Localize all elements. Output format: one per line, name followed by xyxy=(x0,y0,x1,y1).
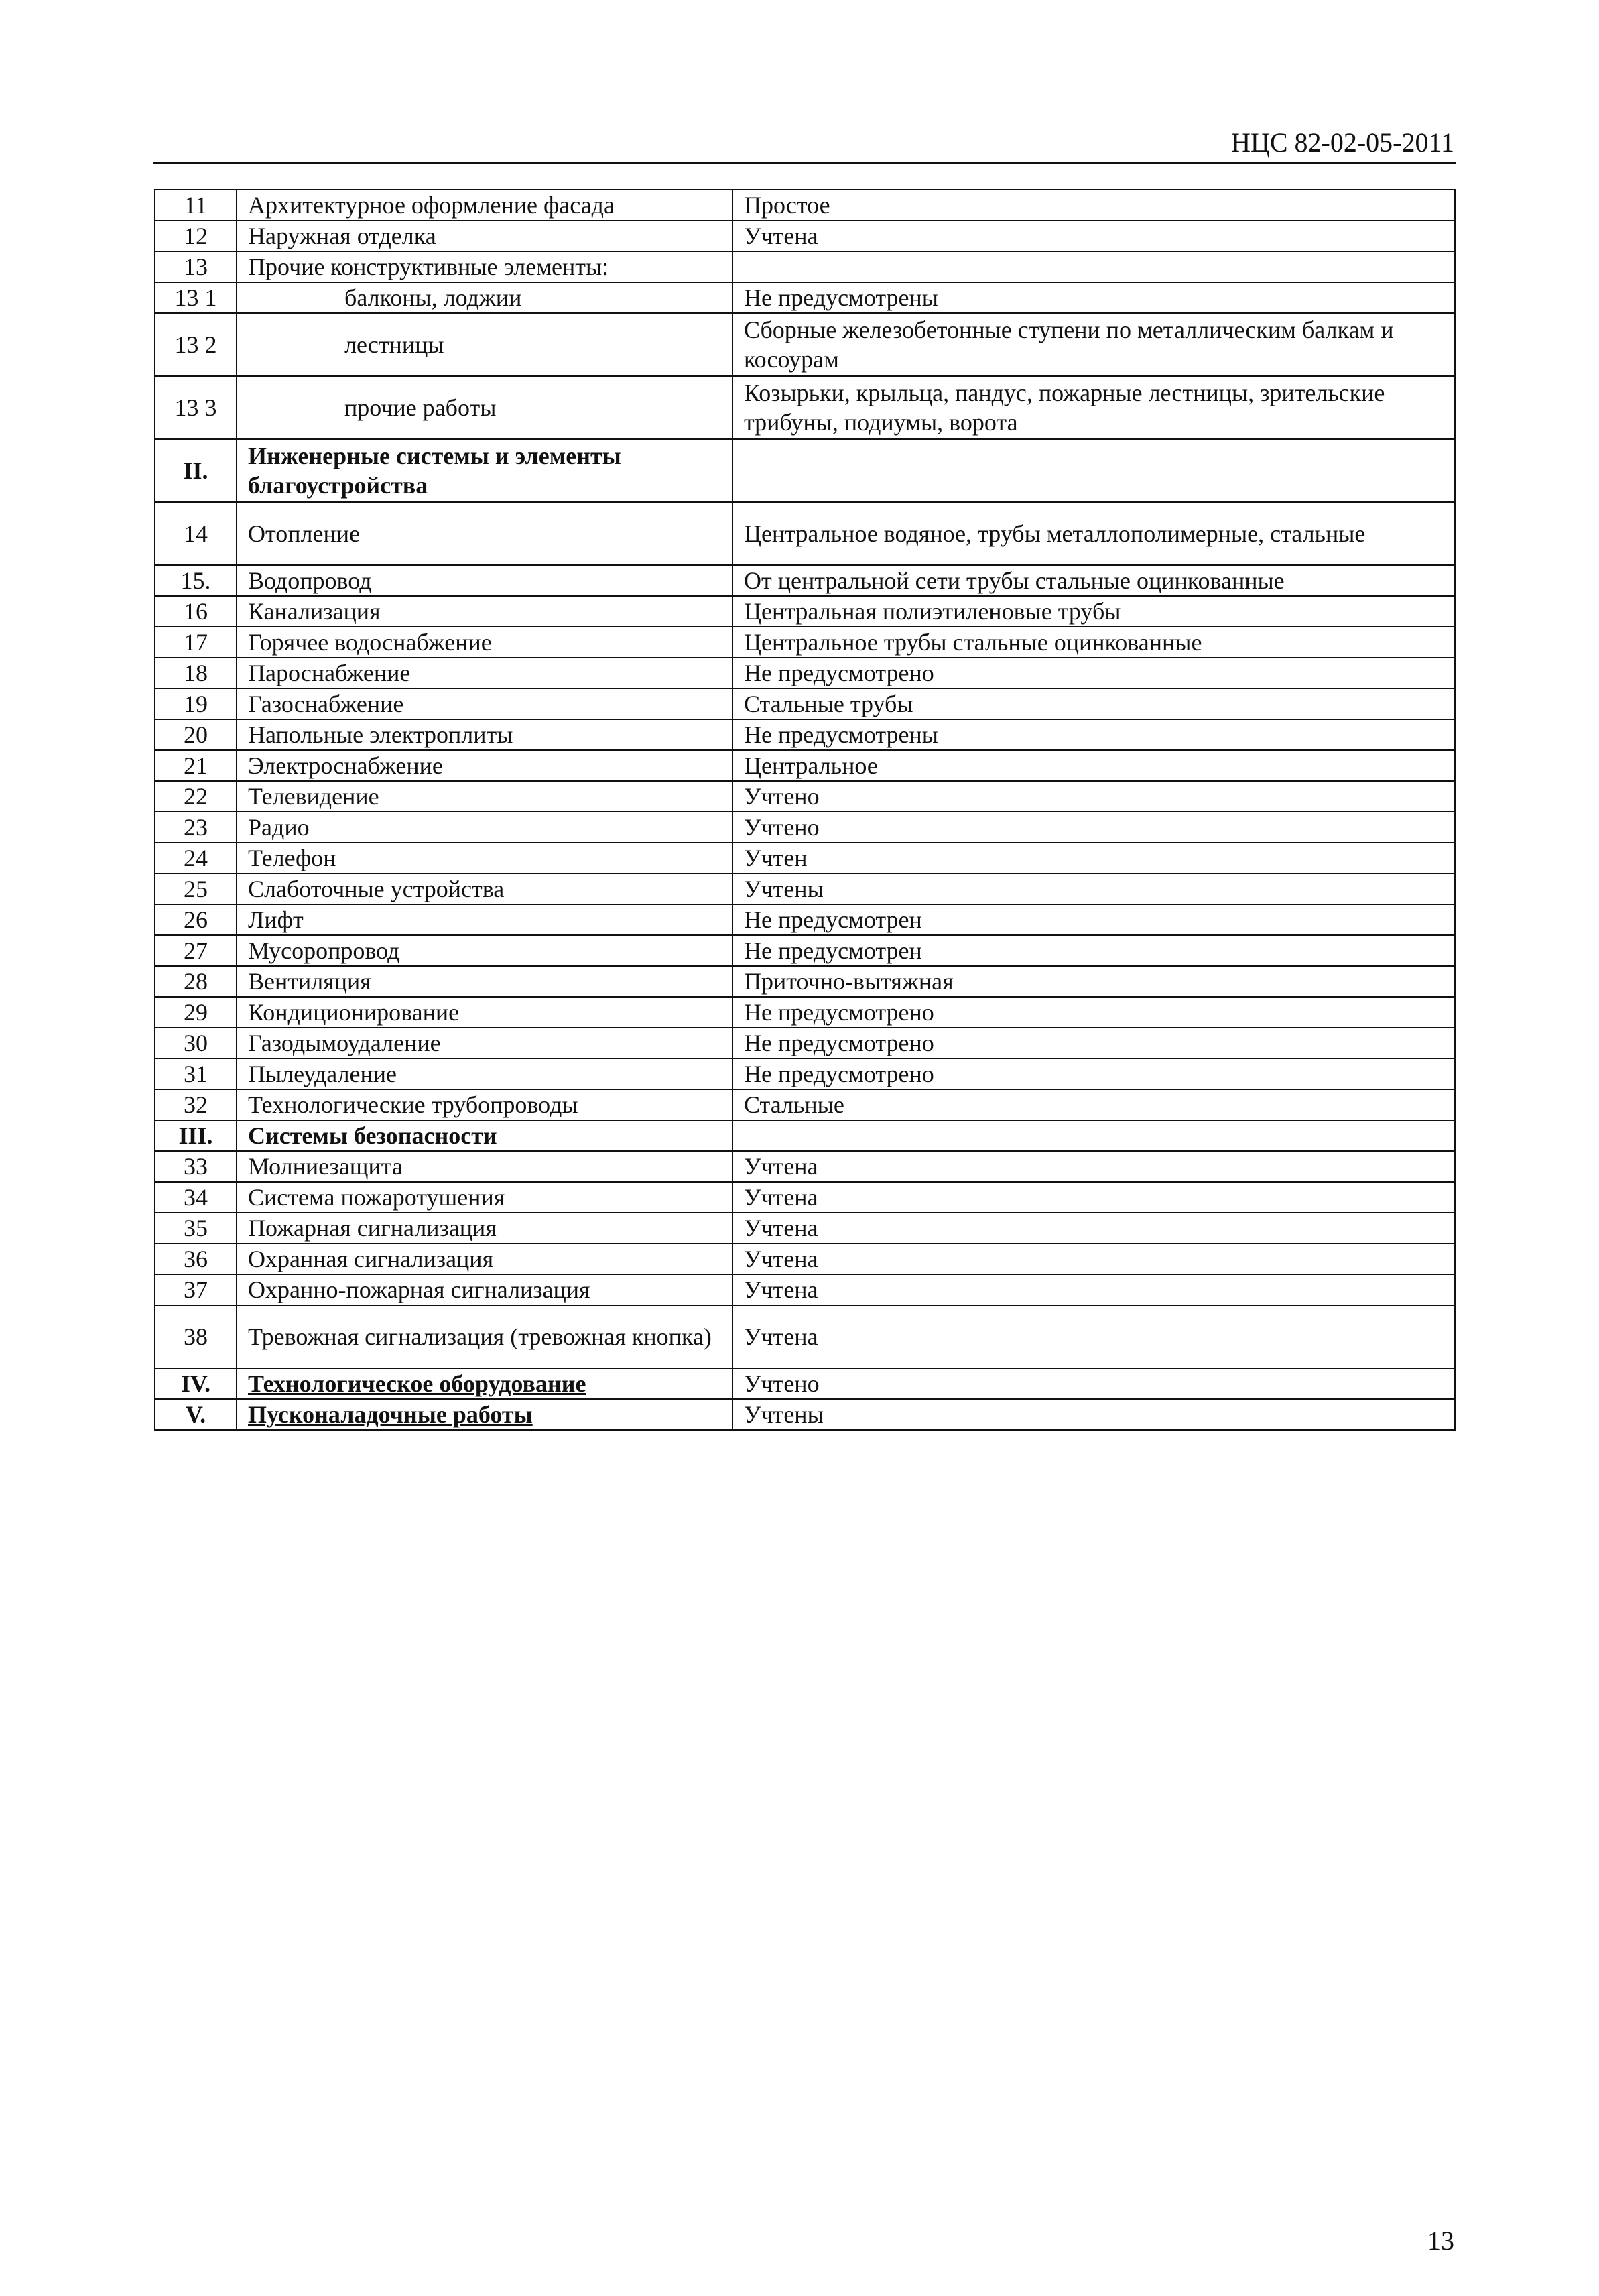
row-value: Козырьки, крыльца, пандус, пожарные лестницы, зрительские трибуны, подиумы, ворота xyxy=(732,376,1455,439)
row-name: Охранно-пожарная сигнализация xyxy=(237,1274,732,1305)
row-number: 15. xyxy=(155,565,237,596)
row-value: Центральное водяное, трубы металлополимерные, стальные xyxy=(732,502,1455,565)
table-row xyxy=(155,1151,1455,1182)
row-value xyxy=(732,439,1455,502)
row-number: 18 xyxy=(155,658,237,688)
row-name: Пожарная сигнализация xyxy=(237,1213,732,1244)
table-row xyxy=(155,904,1455,935)
row-number: 13 2 xyxy=(155,313,237,376)
table-row xyxy=(155,843,1455,873)
row-number: 36 xyxy=(155,1244,237,1274)
table-row xyxy=(155,627,1455,658)
specification-table xyxy=(154,189,1456,1431)
row-number: 32 xyxy=(155,1089,237,1120)
table-row xyxy=(155,1274,1455,1305)
row-name: Горячее водоснабжение xyxy=(237,627,732,658)
row-value: Сборные железобетонные ступени по металлическим балкам и косоурам xyxy=(732,313,1455,376)
row-number: 27 xyxy=(155,935,237,966)
table-row xyxy=(155,251,1455,282)
row-value: Учтено xyxy=(732,812,1455,843)
row-number: 19 xyxy=(155,688,237,719)
table-row xyxy=(155,1089,1455,1120)
row-value: Приточно-вытяжная xyxy=(732,966,1455,997)
row-name: Мусоропровод xyxy=(237,935,732,966)
table-row xyxy=(155,1305,1455,1368)
row-value: Учтена xyxy=(732,1305,1455,1368)
row-value: Учтен xyxy=(732,843,1455,873)
row-number: 13 3 xyxy=(155,376,237,439)
row-value: Учтена xyxy=(732,1213,1455,1244)
table-row xyxy=(155,658,1455,688)
row-name: Телевидение xyxy=(237,781,732,812)
row-number: 13 1 xyxy=(155,282,237,313)
row-name: Пароснабжение xyxy=(237,658,732,688)
row-name: Охранная сигнализация xyxy=(237,1244,732,1274)
table-row xyxy=(155,565,1455,596)
row-number: 33 xyxy=(155,1151,237,1182)
row-name: Канализация xyxy=(237,596,732,627)
row-value: Не предусмотрены xyxy=(732,282,1455,313)
row-number: 29 xyxy=(155,997,237,1028)
table-row xyxy=(155,750,1455,781)
row-name: Наружная отделка xyxy=(237,221,732,251)
row-value: Учтено xyxy=(732,1368,1455,1399)
row-name: Архитектурное оформление фасада xyxy=(237,190,732,221)
row-value: Не предусмотрено xyxy=(732,1059,1455,1089)
row-number: 20 xyxy=(155,719,237,750)
row-name: Газодымоудаление xyxy=(237,1028,732,1059)
row-name: Технологические трубопроводы xyxy=(237,1089,732,1120)
row-value: Не предусмотрены xyxy=(732,719,1455,750)
section-title: Технологическое оборудование xyxy=(237,1368,732,1399)
row-name: Телефон xyxy=(237,843,732,873)
table-row xyxy=(155,221,1455,251)
row-value: Стальные xyxy=(732,1089,1455,1120)
row-name: Вентиляция xyxy=(237,966,732,997)
row-number: 12 xyxy=(155,221,237,251)
row-value: Стальные трубы xyxy=(732,688,1455,719)
table-row xyxy=(155,282,1455,313)
section-row xyxy=(155,1120,1455,1151)
row-value: Учтена xyxy=(732,1274,1455,1305)
row-number: 22 xyxy=(155,781,237,812)
section-title: Системы безопасности xyxy=(237,1120,732,1151)
table-row xyxy=(155,313,1455,376)
row-name: Прочие конструктивные элементы: xyxy=(237,251,732,282)
row-name: Газоснабжение xyxy=(237,688,732,719)
row-value: Не предусмотрен xyxy=(732,904,1455,935)
row-name: балконы, лоджии xyxy=(237,282,732,313)
row-name: Отопление xyxy=(237,502,732,565)
row-name: Водопровод xyxy=(237,565,732,596)
row-name: Кондиционирование xyxy=(237,997,732,1028)
row-number: 13 xyxy=(155,251,237,282)
row-number: 34 xyxy=(155,1182,237,1213)
row-name: Лифт xyxy=(237,904,732,935)
table-row xyxy=(155,1028,1455,1059)
row-number: 38 xyxy=(155,1305,237,1368)
section-row xyxy=(155,1399,1455,1430)
row-value: Не предусмотрен xyxy=(732,935,1455,966)
row-number: 17 xyxy=(155,627,237,658)
row-value: Простое xyxy=(732,190,1455,221)
row-name: Слаботочные устройства xyxy=(237,873,732,904)
row-number: 28 xyxy=(155,966,237,997)
section-number: IV. xyxy=(155,1368,237,1399)
section-number: II. xyxy=(155,439,237,502)
row-number: 23 xyxy=(155,812,237,843)
row-name: Молниезащита xyxy=(237,1151,732,1182)
table-row xyxy=(155,1244,1455,1274)
row-value: Центральное xyxy=(732,750,1455,781)
section-number: III. xyxy=(155,1120,237,1151)
row-value: Учтена xyxy=(732,1151,1455,1182)
row-number: 25 xyxy=(155,873,237,904)
section-title: Пусконаладочные работы xyxy=(237,1399,732,1430)
table-row xyxy=(155,966,1455,997)
row-name: Система пожаротушения xyxy=(237,1182,732,1213)
row-name: Электроснабжение xyxy=(237,750,732,781)
row-value: Учтены xyxy=(732,873,1455,904)
section-title: Инженерные системы и элементы благоустройства xyxy=(237,439,732,502)
row-name: лестницы xyxy=(237,313,732,376)
table-row xyxy=(155,376,1455,439)
row-number: 11 xyxy=(155,190,237,221)
row-name: Радио xyxy=(237,812,732,843)
table-row xyxy=(155,1059,1455,1089)
row-number: 16 xyxy=(155,596,237,627)
row-value: Учтена xyxy=(732,1244,1455,1274)
row-value: Учтена xyxy=(732,1182,1455,1213)
row-value xyxy=(732,251,1455,282)
page-number: 13 xyxy=(1427,2226,1454,2256)
table-row xyxy=(155,873,1455,904)
table-row xyxy=(155,812,1455,843)
row-number: 35 xyxy=(155,1213,237,1244)
row-name: Напольные электроплиты xyxy=(237,719,732,750)
row-value: Учтена xyxy=(732,221,1455,251)
row-name: прочие работы xyxy=(237,376,732,439)
row-value: Не предусмотрено xyxy=(732,658,1455,688)
table-row xyxy=(155,781,1455,812)
section-number: V. xyxy=(155,1399,237,1430)
row-value xyxy=(732,1120,1455,1151)
row-number: 14 xyxy=(155,502,237,565)
table-row xyxy=(155,719,1455,750)
row-number: 30 xyxy=(155,1028,237,1059)
row-value: Учтены xyxy=(732,1399,1455,1430)
row-name: Пылеудаление xyxy=(237,1059,732,1089)
row-number: 26 xyxy=(155,904,237,935)
table-row xyxy=(155,935,1455,966)
table-row xyxy=(155,1182,1455,1213)
row-number: 37 xyxy=(155,1274,237,1305)
document-code: НЦС 82-02-05-2011 xyxy=(1231,127,1454,158)
table-row xyxy=(155,596,1455,627)
table-row xyxy=(155,688,1455,719)
row-value: Учтено xyxy=(732,781,1455,812)
table-row xyxy=(155,190,1455,221)
table-row xyxy=(155,502,1455,565)
section-row xyxy=(155,439,1455,502)
table-row xyxy=(155,1213,1455,1244)
row-value: Центральное трубы стальные оцинкованные xyxy=(732,627,1455,658)
table-row xyxy=(155,997,1455,1028)
row-value: Не предусмотрено xyxy=(732,1028,1455,1059)
row-number: 21 xyxy=(155,750,237,781)
row-name: Тревожная сигнализация (тревожная кнопка) xyxy=(237,1305,732,1368)
row-number: 24 xyxy=(155,843,237,873)
row-number: 31 xyxy=(155,1059,237,1089)
row-value: От центральной сети трубы стальные оцинкованные xyxy=(732,565,1455,596)
row-value: Не предусмотрено xyxy=(732,997,1455,1028)
row-value: Центральная полиэтиленовые трубы xyxy=(732,596,1455,627)
section-row xyxy=(155,1368,1455,1399)
header-rule xyxy=(153,162,1456,164)
